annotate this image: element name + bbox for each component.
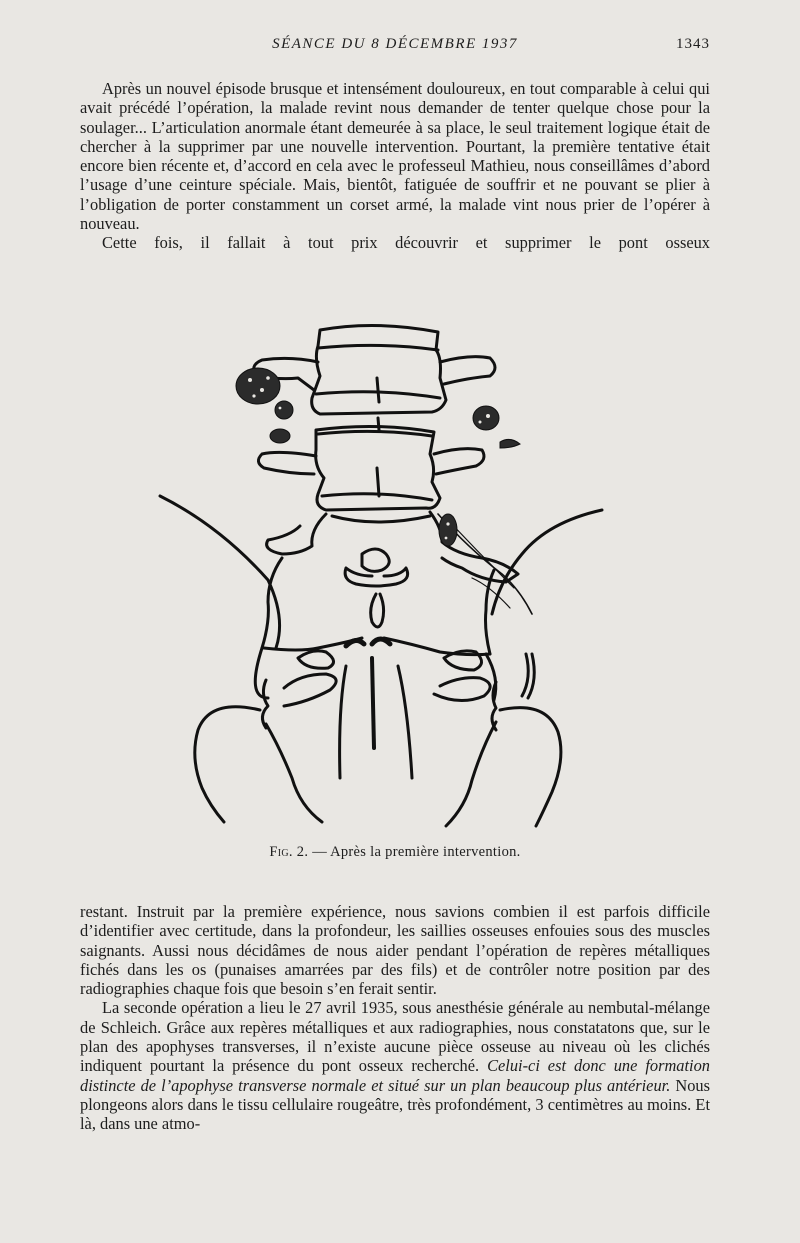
transverse-process-right-middle: [434, 449, 484, 474]
body-text-bottom: [80, 902, 710, 1134]
spinous-process: [362, 549, 389, 571]
page-number: 1343: [676, 36, 710, 52]
paragraph: restant. Instruit par la première expérience, nous savions combien il est parfois difficile d’identifier avec certitude, dans la profondeur, les saillies osseuses enfouies sous des muscles saignants. Aussi nous décidâmes de nous aider pendant l’opération de repères métalliques fichés dans les os (punaises amarrées par des fils) et de contrôler notre position par des radiographies chaque fois que besoin s’en ferait sentir.: [80, 902, 710, 999]
spine-illustration: [150, 318, 620, 828]
iliac-left: [160, 496, 280, 648]
body-text-top: [80, 79, 710, 253]
vertebra-lower: [267, 514, 326, 554]
pelvis-left: [195, 707, 260, 822]
transverse-process-left-middle: [258, 452, 316, 474]
italic-passage: Celui-ci est donc une formation distincte de l’apophyse transverse normale et situé sur un plan beaucoup plus antérieur.: [80, 1056, 710, 1095]
bone-fragment: [236, 368, 280, 404]
paragraph-text: La seconde opération a lieu le 27 avril 1935, sous anesthésie générale au nembutal-mélange de Schleich. Grâce aux repères métalliques et aux radiographies, nous constatatons que, sur le plan des apophyses transverses, il n’existe aucune pièce osseuse au niveau où les clichés indiquent pourtant la présence du pont osseux recherché.: [80, 998, 710, 1076]
iliac-right: [492, 510, 602, 614]
page-header: [80, 36, 710, 56]
transverse-process-right-upper: [440, 357, 495, 384]
bone-fragment: [270, 429, 290, 443]
paragraph: Après un nouvel épisode brusque et intensément douloureux, en tout comparable à celui qui avait précédé l’opération, la malade revint nous demander de tenter quelque chose pour la soulager... L’articulation anormale étant demeurée à sa place, le seul traitement logique était de chercher à la supprimer par une nouvelle intervention. Pourtant, la première tentative était encore bien récente et, d’accord en cela avec le professeul Mathieu, nous conseillâmes d’abord l’usage d’une ceinture spéciale. Mais, bientôt, fatiguée de souffrir et ne pouvant se plier à l’obligation de porter constamment un corset armé, la malade vint nous prier de l’opérer à nouveau.: [80, 79, 710, 234]
bone-fragment: [473, 406, 499, 430]
bone-fragment: [500, 439, 520, 448]
pelvis-right: [500, 708, 561, 826]
paragraph-text: Nous plongeons alors dans le tissu cellulaire rougeâtre, très profondément, 3 centimètres au moins. Et là, dans une atmo-: [80, 1075, 710, 1134]
bone-fragment: [275, 401, 293, 419]
figure-label: Fig. 2.: [269, 844, 309, 860]
figure-caption-text: — Après la première intervention.: [312, 844, 521, 860]
paragraph: [80, 998, 710, 1133]
running-title: SÉANCE DU 8 DÉCEMBRE 1937: [272, 36, 518, 52]
figure-spine-drawing: [150, 318, 620, 828]
paragraph: Cette fois, il fallait à tout prix découvrir et supprimer le pont osseux: [102, 233, 710, 253]
bone-fragment: [439, 514, 457, 546]
figure-caption: [80, 844, 710, 861]
